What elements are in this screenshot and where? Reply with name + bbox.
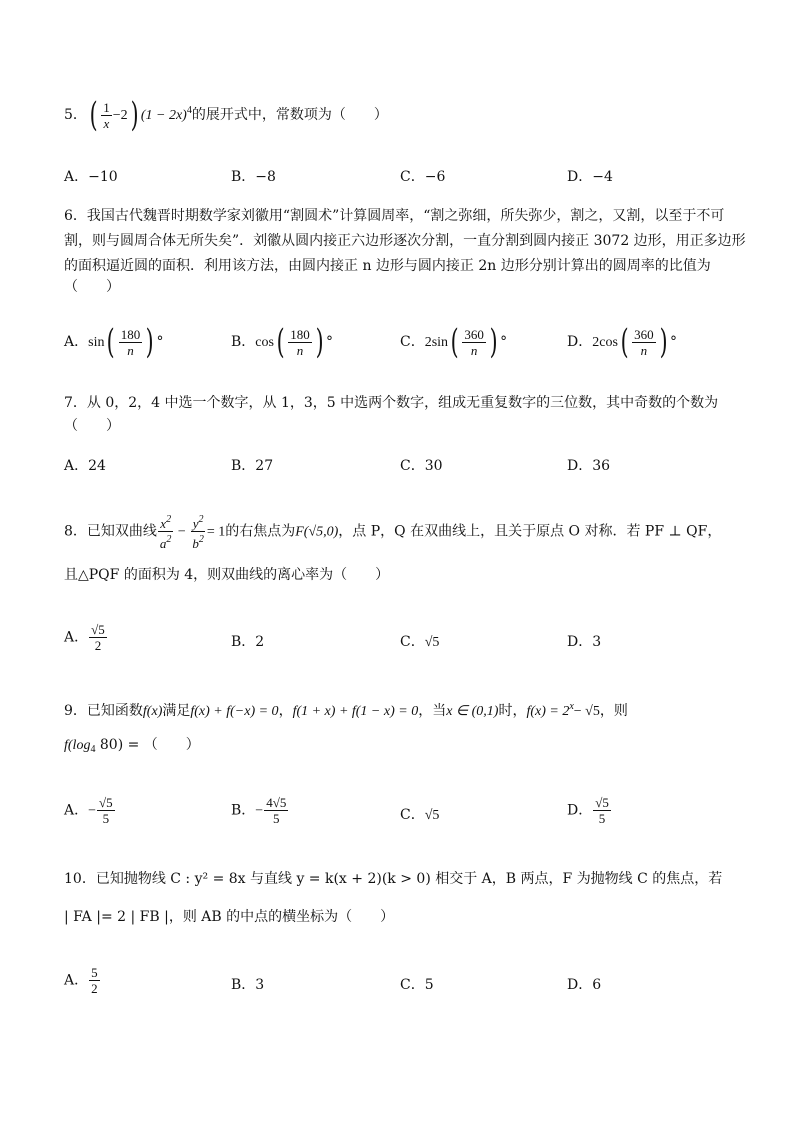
trig-fn: cos (255, 335, 274, 350)
question-10-line-1: 10．已知抛物线 C : y² = 8x 与直线 y = k(x + 2)(k > 0) 相交于 A，B 两点，F 为抛物线 C 的焦点，若 (64, 871, 723, 887)
q6-option-d: D．2cos( $\frac{360}{n}$ ) ° (567, 322, 677, 362)
question-9-line-1: 9．已知函数f(x)满足f(x) + f(−x) = 0，f(1 + x) + f(1 − x) = 0，当x ∈ (0,1)时，$f(x) = 2^x- √5$，则 (64, 701, 628, 719)
fraction: $\frac{180}{n}$ (290, 326, 310, 358)
fraction-x2-a2: $\frac{x^2}{a^2}$ (159, 514, 172, 551)
exponent: 4 (186, 105, 192, 116)
q7-option-d: D．36 (567, 458, 611, 474)
q10-option-d: D．6 (567, 977, 602, 993)
expr-binomial: (1 − 2x) (140, 108, 187, 123)
question-5-stem (64, 95, 388, 135)
q6-option-c: C．2sin( $\frac{360}{n}$ ) ° (400, 322, 508, 362)
q9-option-d: D． $\frac{√5}{5}$ (567, 795, 609, 826)
question-6-line-3: 的面积逼近圆的面积．利用该方法，由圆内接正 n 边形与圆内接正 2n 边形分别计算出的圆周率的比值为 (64, 258, 711, 274)
question-7-line-1: 7．从 0，2，4 中选一个数字，从 1，3，5 中选两个数字，组成无重复数字的三位数，其中奇数的个数为 (64, 395, 719, 411)
fraction: $\frac{360}{n}$ (464, 326, 484, 358)
q5-option-b: B．−8 (231, 169, 276, 185)
q6-option-a: A．sin( $\frac{180}{n}$ ) ° (64, 322, 164, 362)
fraction: $\frac{√5}{5}$ (99, 795, 113, 826)
q7-option-c: C．30 (400, 458, 443, 474)
q8-option-b: B．2 (231, 634, 265, 650)
q8-option-a: A． $\frac{√5}{2}$ (64, 622, 105, 653)
fraction: $\frac{360}{n}$ (634, 326, 654, 358)
question-6-line-4: （ ） (64, 279, 120, 295)
q9-option-b: B．− $\frac{4√5}{5}$ (231, 795, 287, 826)
q5-option-d: D．−4 (567, 169, 613, 185)
fraction: $\frac{4√5}{5}$ (266, 795, 287, 826)
question-8-line-1: 8．已知双曲线 $\frac{x^2}{a^2}$ − $\frac{y^2}{b^2}$ = 1的右焦点为F(√5,0)，点 P，Q 在双曲线上，且关于原点 O 对称．若 PF ⊥ QF， (64, 514, 722, 551)
degree-sign: ° (326, 334, 333, 350)
question-text: 的展开式中，常数项为（ ） (191, 107, 388, 123)
trig-fn: sin (88, 335, 105, 350)
trig-fn: 2cos (592, 335, 618, 350)
degree-sign: ° (500, 334, 508, 350)
degree-sign: ° (669, 334, 677, 350)
q7-option-b: B．27 (231, 458, 274, 474)
paren-left: ( (89, 95, 98, 135)
degree-sign: ° (156, 334, 164, 350)
q9-option-a: A．− $\frac{√5}{5}$ (64, 795, 113, 826)
q6-option-b: B．cos( $\frac{180}{n}$ ) ° (231, 322, 333, 362)
expr-minus-2: −2 (112, 108, 128, 123)
fraction: $\frac{√5}{5}$ (595, 795, 609, 826)
question-9-line-2: $f(\log_4$ 80) = （ ） (64, 737, 200, 755)
paren-right: ) (130, 95, 139, 135)
fraction-y2-b2: $\frac{y^2}{b^2}$ (192, 514, 204, 551)
fraction: $\frac{180}{n}$ (120, 326, 141, 358)
question-6-line-1: 6．我国古代魏晋时期数学家刘徽用“割圆术”计算圆周率，“割之弥细，所失弥少，割之，又割，以至于不可 (64, 208, 725, 224)
q8-option-c: C．√5 (400, 634, 440, 650)
trig-fn: 2sin (424, 335, 449, 350)
fraction: $\frac{5}{2}$ (91, 965, 98, 996)
fraction: $\frac{√5}{2}$ (91, 622, 105, 653)
q5-option-c: C．−6 (400, 169, 446, 185)
focus-point: F(√5,0) (295, 524, 339, 540)
q10-option-b: B．3 (231, 977, 265, 993)
q9-option-c: C．√5 (400, 807, 440, 823)
question-7-line-2: （ ） (64, 418, 120, 434)
question-number: 5． (64, 107, 87, 123)
question-10-line-2: | FA |= 2 | FB |，则 AB 的中点的横坐标为（ ） (64, 909, 395, 925)
question-8-line-2: 且△PQF 的面积为 4，则双曲线的离心率为（ ） (64, 567, 390, 583)
question-6-line-2: 割，则与圆周合体无所失矣”．刘徽从圆内接正六边形逐次分割，一直分割到圆内接正 3072 边形，用正多边形 (64, 233, 746, 249)
q10-option-c: C．5 (400, 977, 434, 993)
q5-option-a: A．−10 (64, 169, 118, 185)
q8-option-d: D．3 (567, 634, 602, 650)
q7-option-a: A．24 (64, 458, 106, 474)
fraction-1-over-x: $\frac{1}{x}$ (103, 99, 110, 131)
q10-option-a: A． $\frac{5}{2}$ (64, 965, 98, 996)
